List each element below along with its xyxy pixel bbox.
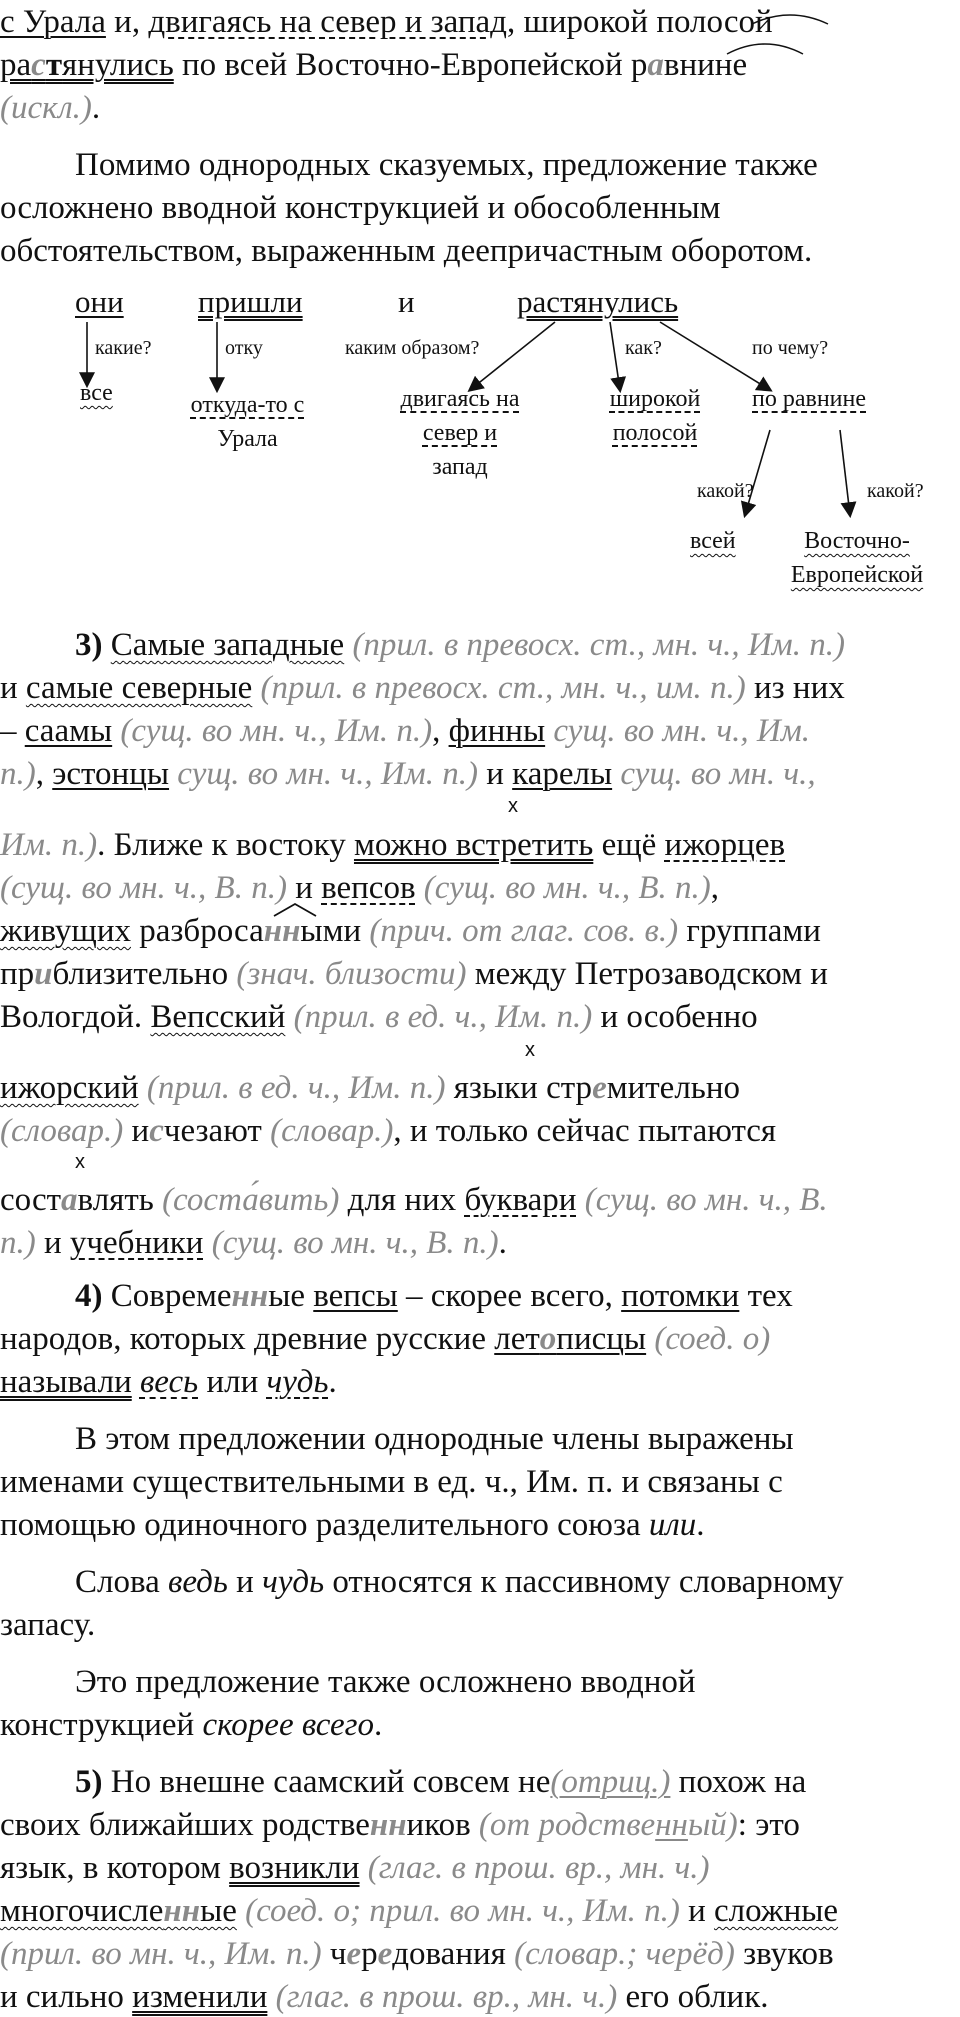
- diag-q-kakim-obrazom: каким образом?: [345, 337, 480, 359]
- p4-line-1: Это предложение также осложнено вводной: [75, 1664, 696, 1700]
- diag-word-shirokoy: широкой полосой: [609, 386, 701, 446]
- s3-line-13: п.) и учебники (сущ. во мн. ч., В. п.).: [0, 1225, 507, 1261]
- s3-line-3: – саамы (сущ. во мн. ч., Им. п.), финны сущ. во мн. ч., Им.: [0, 713, 811, 749]
- s5-line-1: 5) Но внешне саамский совсем не(отриц.) похож на: [75, 1764, 807, 1800]
- s3-line-4: п.), эстонцы сущ. во мн. ч., Им. п.) и карелы сущ. во мн. ч.,: [0, 756, 816, 792]
- s5-line-4: многочисленные (соед. о; прил. во мн. ч., Им. п.) и сложные: [0, 1893, 839, 1929]
- p1-line-3: обстоятельством, выраженным деепричастным оборотом.: [0, 233, 813, 269]
- suffix-mark: [272, 902, 318, 918]
- p3-line-2: запасу.: [0, 1607, 96, 1643]
- word-letopistsy: летописцы: [494, 1321, 647, 1357]
- s3-line-8: приблизительно (знач. близости) между Петрозаводском и: [0, 956, 828, 992]
- diag-q-kakie: какие?: [95, 337, 152, 359]
- p0-line-1: с Урала и, двигаясь на север и запад, широкой полосой: [0, 4, 773, 40]
- s3-line-10: ижорский (прил. в ед. ч., Им. п.) языки стремительно: [0, 1070, 741, 1106]
- s4-line-3: называли весь или чудь.: [0, 1364, 337, 1400]
- p2-line-3: помощью одиночного разделительного союза или.: [0, 1507, 705, 1543]
- stress-mark-x2: х: [525, 1039, 535, 1061]
- diag-word-vsey: всей: [690, 528, 736, 554]
- s3-line-1: 3) Самые западные (прил. в превосх. ст., мн. ч., Им. п.): [75, 627, 845, 663]
- s3-line-6: (сущ. во мн. ч., В. п.) и вепсов (сущ. во мн. ч., В. п.),: [0, 870, 719, 906]
- s5-line-2: своих ближайших родственников (от родственный): это: [0, 1807, 800, 1843]
- diag-q-kak: как?: [625, 337, 662, 359]
- stress-mark-x1: х: [508, 795, 518, 817]
- p2-line-1: В этом предложении однородные члены выражены: [75, 1421, 794, 1457]
- p0-line-3: (искл.).: [0, 90, 101, 126]
- diag-word-po-ravnine: по равнине: [752, 386, 867, 412]
- stress-mark-x3: х: [75, 1151, 85, 1173]
- diag-predicate-rastyanulis: растянулись: [517, 284, 679, 319]
- s3-line-2: и самые северные (прил. в превосх. ст., мн. ч., им. п.) из них: [0, 670, 845, 706]
- diag-word-otkuda: откуда-то с Урала: [190, 392, 305, 452]
- adverbial-phrase: двигаясь на север и запад: [148, 4, 507, 40]
- s5-line-3: язык, в котором возникли (глаг. в прош. вр., мн. ч.): [0, 1850, 710, 1886]
- predicate-rastyanulis: растянулись: [0, 47, 174, 83]
- diag-q-kakoy-1: какой?: [697, 480, 754, 502]
- s5-line-5: (прил. во мн. ч., Им. п.) чередования (словар.; черёд) звуков: [0, 1936, 834, 1972]
- p3-line-1: Слова ведь и чудь относятся к пассивному словарному: [75, 1564, 844, 1600]
- diag-conj-i: и: [398, 284, 415, 319]
- s5-line-6: и сильно изменили (глаг. в прош. вр., мн. ч.) его облик.: [0, 1979, 769, 2015]
- diag-word-vostochno: Восточно- Европейской: [790, 528, 924, 588]
- diag-q-po-chemu: по чему?: [752, 337, 829, 359]
- morpheme-arc: [750, 10, 830, 26]
- syntax-diagram: [0, 280, 960, 600]
- diag-predicate-prishli: пришли: [198, 284, 303, 319]
- p1-line-1: Помимо однородных сказуемых, предложение также: [75, 147, 818, 183]
- s3-line-9: Вологдой. Вепсский (прил. в ед. ч., Им. п.) и особенно: [0, 999, 758, 1035]
- s3-line-5: Им. п.). Ближе к востоку можно встретить ещё ижорцев: [0, 827, 786, 863]
- s3-line-11: (словар.) исчезают (словар.), и только сейчас пытаются: [0, 1113, 777, 1149]
- s4-line-2: народов, которых древние русские летописцы (соед. о): [0, 1321, 771, 1357]
- diag-word-vse: все: [80, 380, 113, 406]
- s4-line-1: 4) Современные вепсы – скорее всего, потомки тех: [75, 1278, 793, 1314]
- diag-q-otku: отку: [225, 337, 263, 359]
- p2-line-2: именами существительными в ед. ч., Им. п. и связаны с: [0, 1464, 783, 1500]
- diag-q-kakoy-2: какой?: [867, 480, 924, 502]
- s3-line-7: живущих разбросанными (прич. от глаг. сов. в.) группами: [0, 913, 821, 949]
- p4-line-2: конструкцией скорее всего.: [0, 1707, 383, 1743]
- word-mnogochislennye: многочисленные: [0, 1893, 237, 1929]
- diag-word-dvigayas: двигаясь на север и запад: [400, 386, 520, 480]
- p1-line-2: осложнено вводной конструкцией и обособленным: [0, 190, 721, 226]
- subject-ural: с Урала: [0, 4, 106, 40]
- diag-subject-oni: они: [75, 284, 124, 319]
- root-arc: [725, 38, 805, 56]
- p0-line-2: растянулись по всей Восточно-Европейской равнине: [0, 47, 748, 83]
- s3-line-12: составлять (соста́вить) для них буквари (сущ. во мн. ч., В.: [0, 1182, 828, 1218]
